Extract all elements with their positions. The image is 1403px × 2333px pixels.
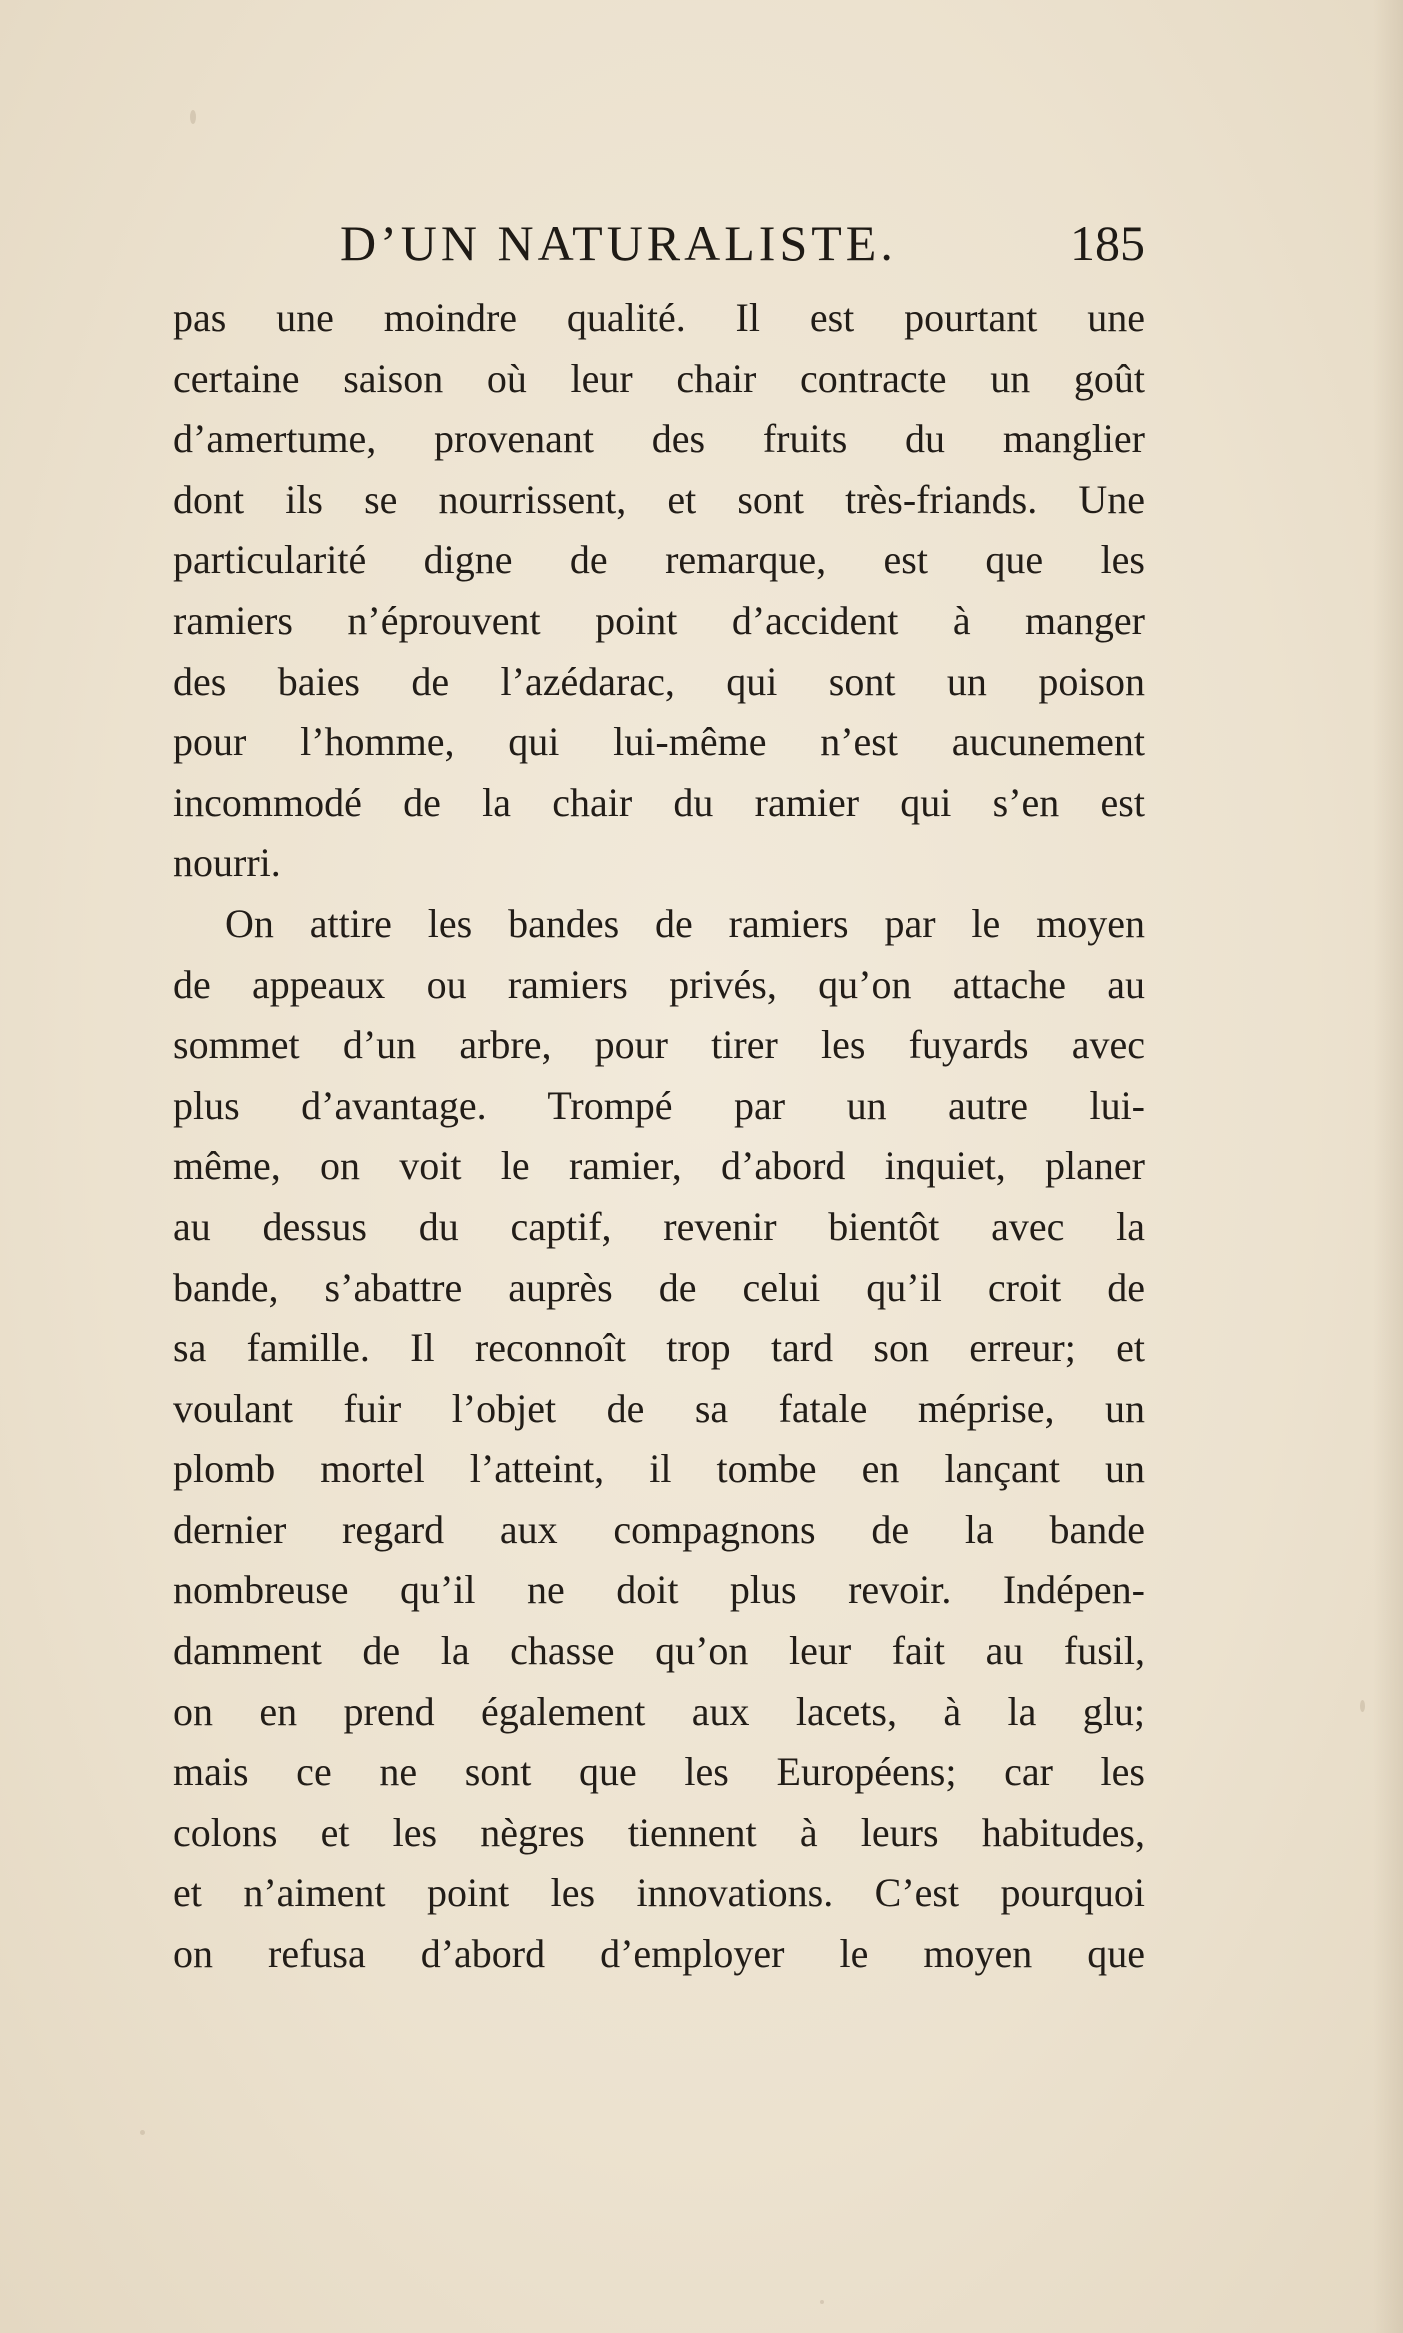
text-line: plus d’avantage. Trompé par un autre lui- xyxy=(173,1082,1145,1128)
text-line: colons et les nègres tiennent à leurs habitudes, xyxy=(173,1809,1145,1855)
text-line: sommet d’un arbre, pour tirer les fuyards avec xyxy=(173,1022,1145,1068)
text-line: nombreuse qu’il ne doit plus revoir. Indépen- xyxy=(173,1567,1145,1613)
page-number: 185 xyxy=(1070,215,1145,271)
text-line: sa famille. Il reconnoît trop tard son erreur; et xyxy=(173,1325,1145,1371)
text-line: pas une moindre qualité. Il est pourtant une xyxy=(173,295,1145,340)
text-line: ramiers n’éprouvent point d’accident à manger xyxy=(173,597,1145,643)
text-line: plomb mortel l’atteint, il tombe en lançant un xyxy=(173,1446,1145,1492)
text-line: même, on voit le ramier, d’abord inquiet, planer xyxy=(173,1143,1145,1189)
running-head xyxy=(175,208,1145,278)
paragraph-first-line: On attire les bandes de ramiers par le moyen xyxy=(225,900,1145,946)
text-line: au dessus du captif, revenir bientôt avec la xyxy=(173,1203,1145,1249)
paper-blemish xyxy=(820,2300,824,2304)
text-line: damment de la chasse qu’on leur fait au fusil, xyxy=(173,1628,1145,1674)
running-title: D’UN NATURALISTE. xyxy=(340,215,897,271)
text-line: dont ils se nourrissent, et sont très-friands. Une xyxy=(173,476,1145,522)
text-line: particularité digne de remarque, est que les xyxy=(173,537,1145,583)
text-line: dernier regard aux compagnons de la bande xyxy=(173,1506,1145,1552)
text-line: mais ce ne sont que les Européens; car les xyxy=(173,1749,1145,1795)
text-line: pour l’homme, qui lui-même n’est aucunement xyxy=(173,719,1145,765)
text-line: bande, s’abattre auprès de celui qu’il croit de xyxy=(173,1264,1145,1310)
text-line: on en prend également aux lacets, à la glu; xyxy=(173,1688,1145,1734)
body-text xyxy=(173,288,1145,1985)
text-line: voulant fuir l’objet de sa fatale méprise, un xyxy=(173,1385,1145,1431)
text-line: on refusa d’abord d’employer le moyen que xyxy=(173,1931,1145,1977)
text-line: incommodé de la chair du ramier qui s’en est xyxy=(173,779,1145,825)
text-line: certaine saison où leur chair contracte un goût xyxy=(173,355,1145,401)
text-line: nourri. xyxy=(173,840,281,886)
paper-blemish xyxy=(1360,1700,1365,1712)
paper-blemish xyxy=(140,2130,145,2135)
page-edge-shadow xyxy=(1373,0,1403,2333)
text-line: et n’aiment point les innovations. C’est pourquoi xyxy=(173,1870,1145,1916)
text-line: des baies de l’azédarac, qui sont un poison xyxy=(173,658,1145,704)
text-line: de appeaux ou ramiers privés, qu’on attache au xyxy=(173,961,1145,1007)
paper-blemish xyxy=(190,110,196,124)
text-line: d’amertume, provenant des fruits du manglier xyxy=(173,416,1145,462)
